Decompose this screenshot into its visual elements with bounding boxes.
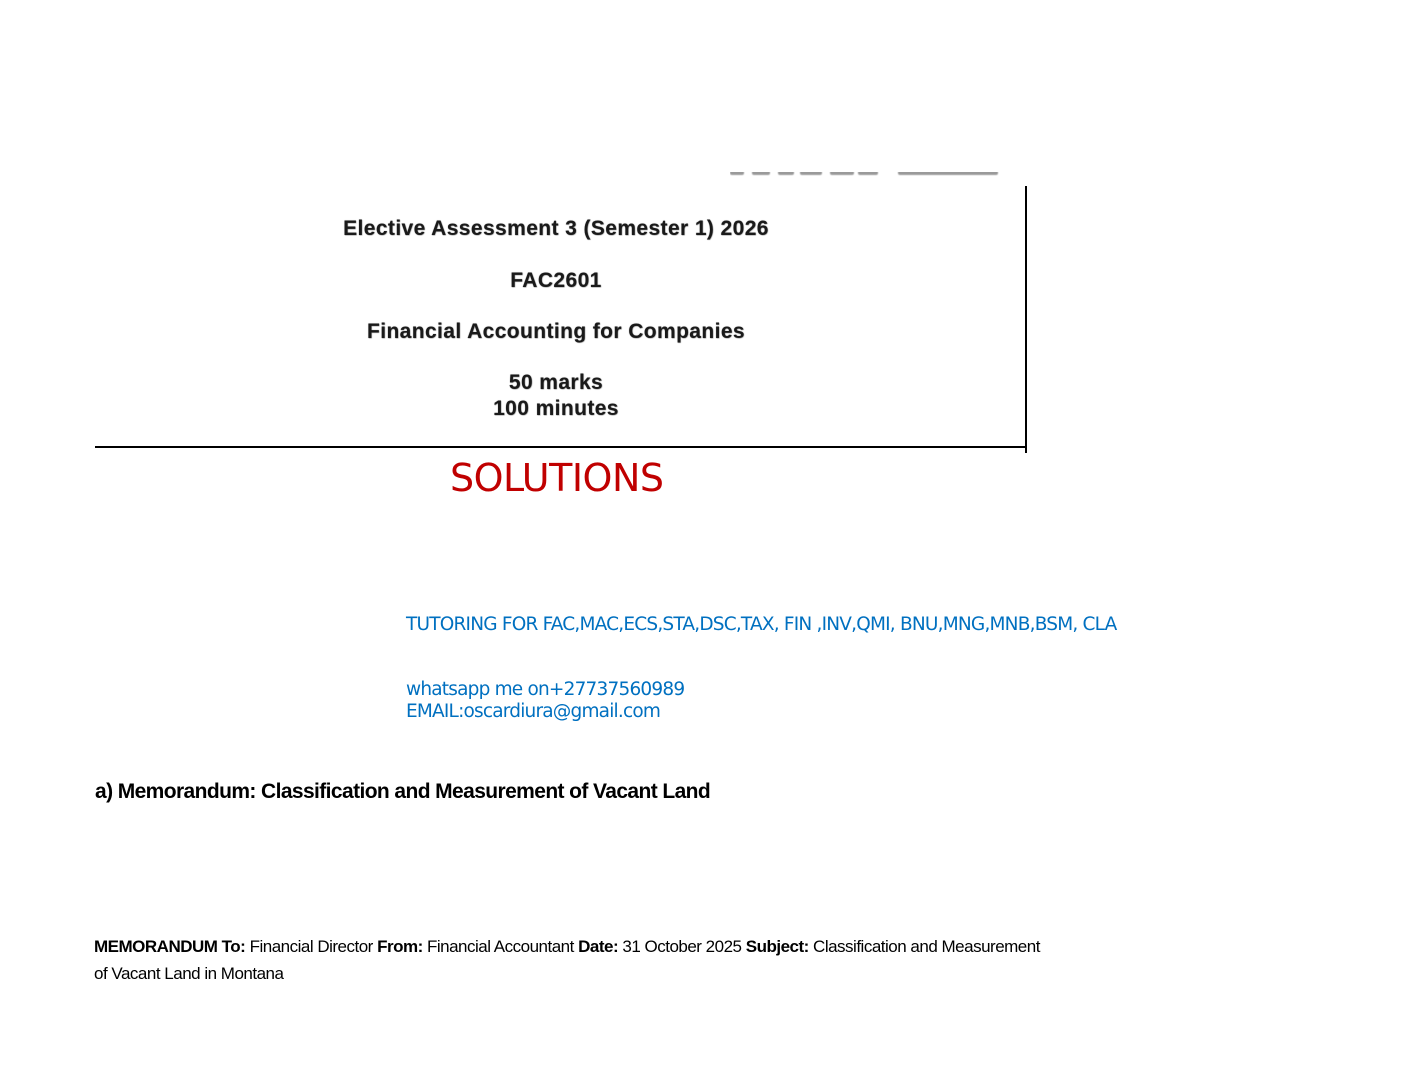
memo-date-value: 31 October 2025 <box>622 937 742 956</box>
memo-subject-label: Subject: <box>745 937 809 956</box>
cover-box-corner-tick <box>1025 446 1027 453</box>
memo-to-label: To: <box>221 937 246 956</box>
memo-header <box>94 933 1054 987</box>
whatsapp-contact: whatsapp me on+27737560989 <box>406 679 685 700</box>
memorandum-label: MEMORANDUM <box>94 937 218 956</box>
memo-from-label: From: <box>377 937 423 956</box>
module-code: FAC2601 <box>510 269 602 292</box>
assessment-title: Elective Assessment 3 (Semester 1) 2026 <box>343 217 769 240</box>
section-heading: a) Memorandum: Classification and Measurement of Vacant Land <box>95 780 711 803</box>
memo-from-value: Financial Accountant <box>426 937 574 956</box>
solutions-title: SOLUTIONS <box>450 456 664 500</box>
tutoring-subjects: TUTORING FOR FAC,MAC,ECS,STA,DSC,TAX, FIN ,INV,QMI, BNU,MNG,MNB,BSM, CLA <box>406 614 1117 635</box>
memo-subject-value: Classification and Measurement of Vacant Land in Montana <box>94 937 1040 983</box>
marks-total: 50 marks <box>508 371 604 394</box>
time-allowed: 100 minutes <box>493 397 619 420</box>
memo-date-label: Date: <box>578 937 619 956</box>
module-name: Financial Accounting for Companies <box>366 320 746 343</box>
memo-to-value: Financial Director <box>249 937 373 956</box>
email-contact: EMAIL:oscardiura@gmail.com <box>406 701 661 722</box>
contact-block <box>406 679 684 723</box>
cropped-header-text <box>730 172 1002 186</box>
